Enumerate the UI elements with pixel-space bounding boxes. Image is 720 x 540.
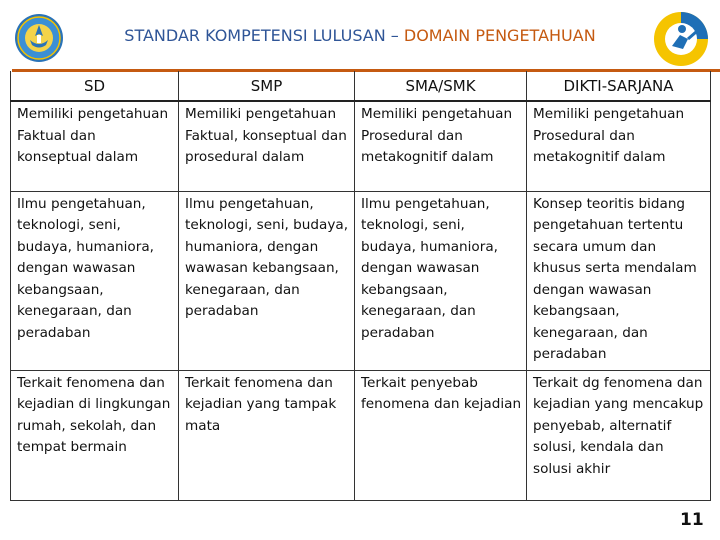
header-dikti-sarjana: DIKTI-SARJANA — [527, 71, 711, 101]
title-orange-part: DOMAIN PENGETAHUAN — [403, 26, 596, 45]
header-smp: SMP — [179, 71, 355, 101]
table-cell: Ilmu pengetahuan, teknologi, seni, budaya, humaniora, dengan wawasan kebangsaan, kenegaraan, dan peradaban — [179, 191, 355, 370]
header-sd: SD — [11, 71, 179, 101]
table-cell: Memiliki pengetahuan Faktual dan konseptual dalam — [11, 101, 179, 191]
table-row — [11, 370, 711, 500]
table-cell: Terkait fenomena dan kejadian di lingkungan rumah, sekolah, dan tempat bermain — [11, 370, 179, 500]
ministry-logo-icon — [13, 12, 65, 64]
table-header-row — [11, 71, 711, 101]
table-cell: Memiliki pengetahuan Prosedural dan metakognitif dalam — [355, 101, 527, 191]
table-cell: Memiliki pengetahuan Faktual, konseptual dan prosedural dalam — [179, 101, 355, 191]
page-title — [70, 26, 650, 45]
table-cell: Terkait fenomena dan kejadian yang tampak mata — [179, 370, 355, 500]
education-logo-icon — [652, 10, 710, 68]
table-cell: Ilmu pengetahuan, teknologi, seni, budaya, humaniora, dengan wawasan kebangsaan, kenegaraan, dan peradaban — [355, 191, 527, 370]
page-number: 11 — [680, 510, 704, 530]
table-cell: Terkait dg fenomena dan kejadian yang mencakup penyebab, alternatif solusi, kendala dan solusi akhir — [527, 370, 711, 500]
header-sma-smk: SMA/SMK — [355, 71, 527, 101]
table-row — [11, 101, 711, 191]
competency-table — [10, 71, 711, 501]
table-cell: Konsep teoritis bidang pengetahuan tertentu secara umum dan khusus serta mendalam dengan wawasan kebangsaan, kenegaraan, dan peradaban — [527, 191, 711, 370]
table-cell: Terkait penyebab fenomena dan kejadian — [355, 370, 527, 500]
table-row — [11, 191, 711, 370]
title-blue-part: STANDAR KOMPETENSI LULUSAN – — [124, 26, 404, 45]
table-cell: Memiliki pengetahuan Prosedural dan metakognitif dalam — [527, 101, 711, 191]
table-cell: Ilmu pengetahuan, teknologi, seni, budaya, humaniora, dengan wawasan kebangsaan, kenegaraan, dan peradaban — [11, 191, 179, 370]
